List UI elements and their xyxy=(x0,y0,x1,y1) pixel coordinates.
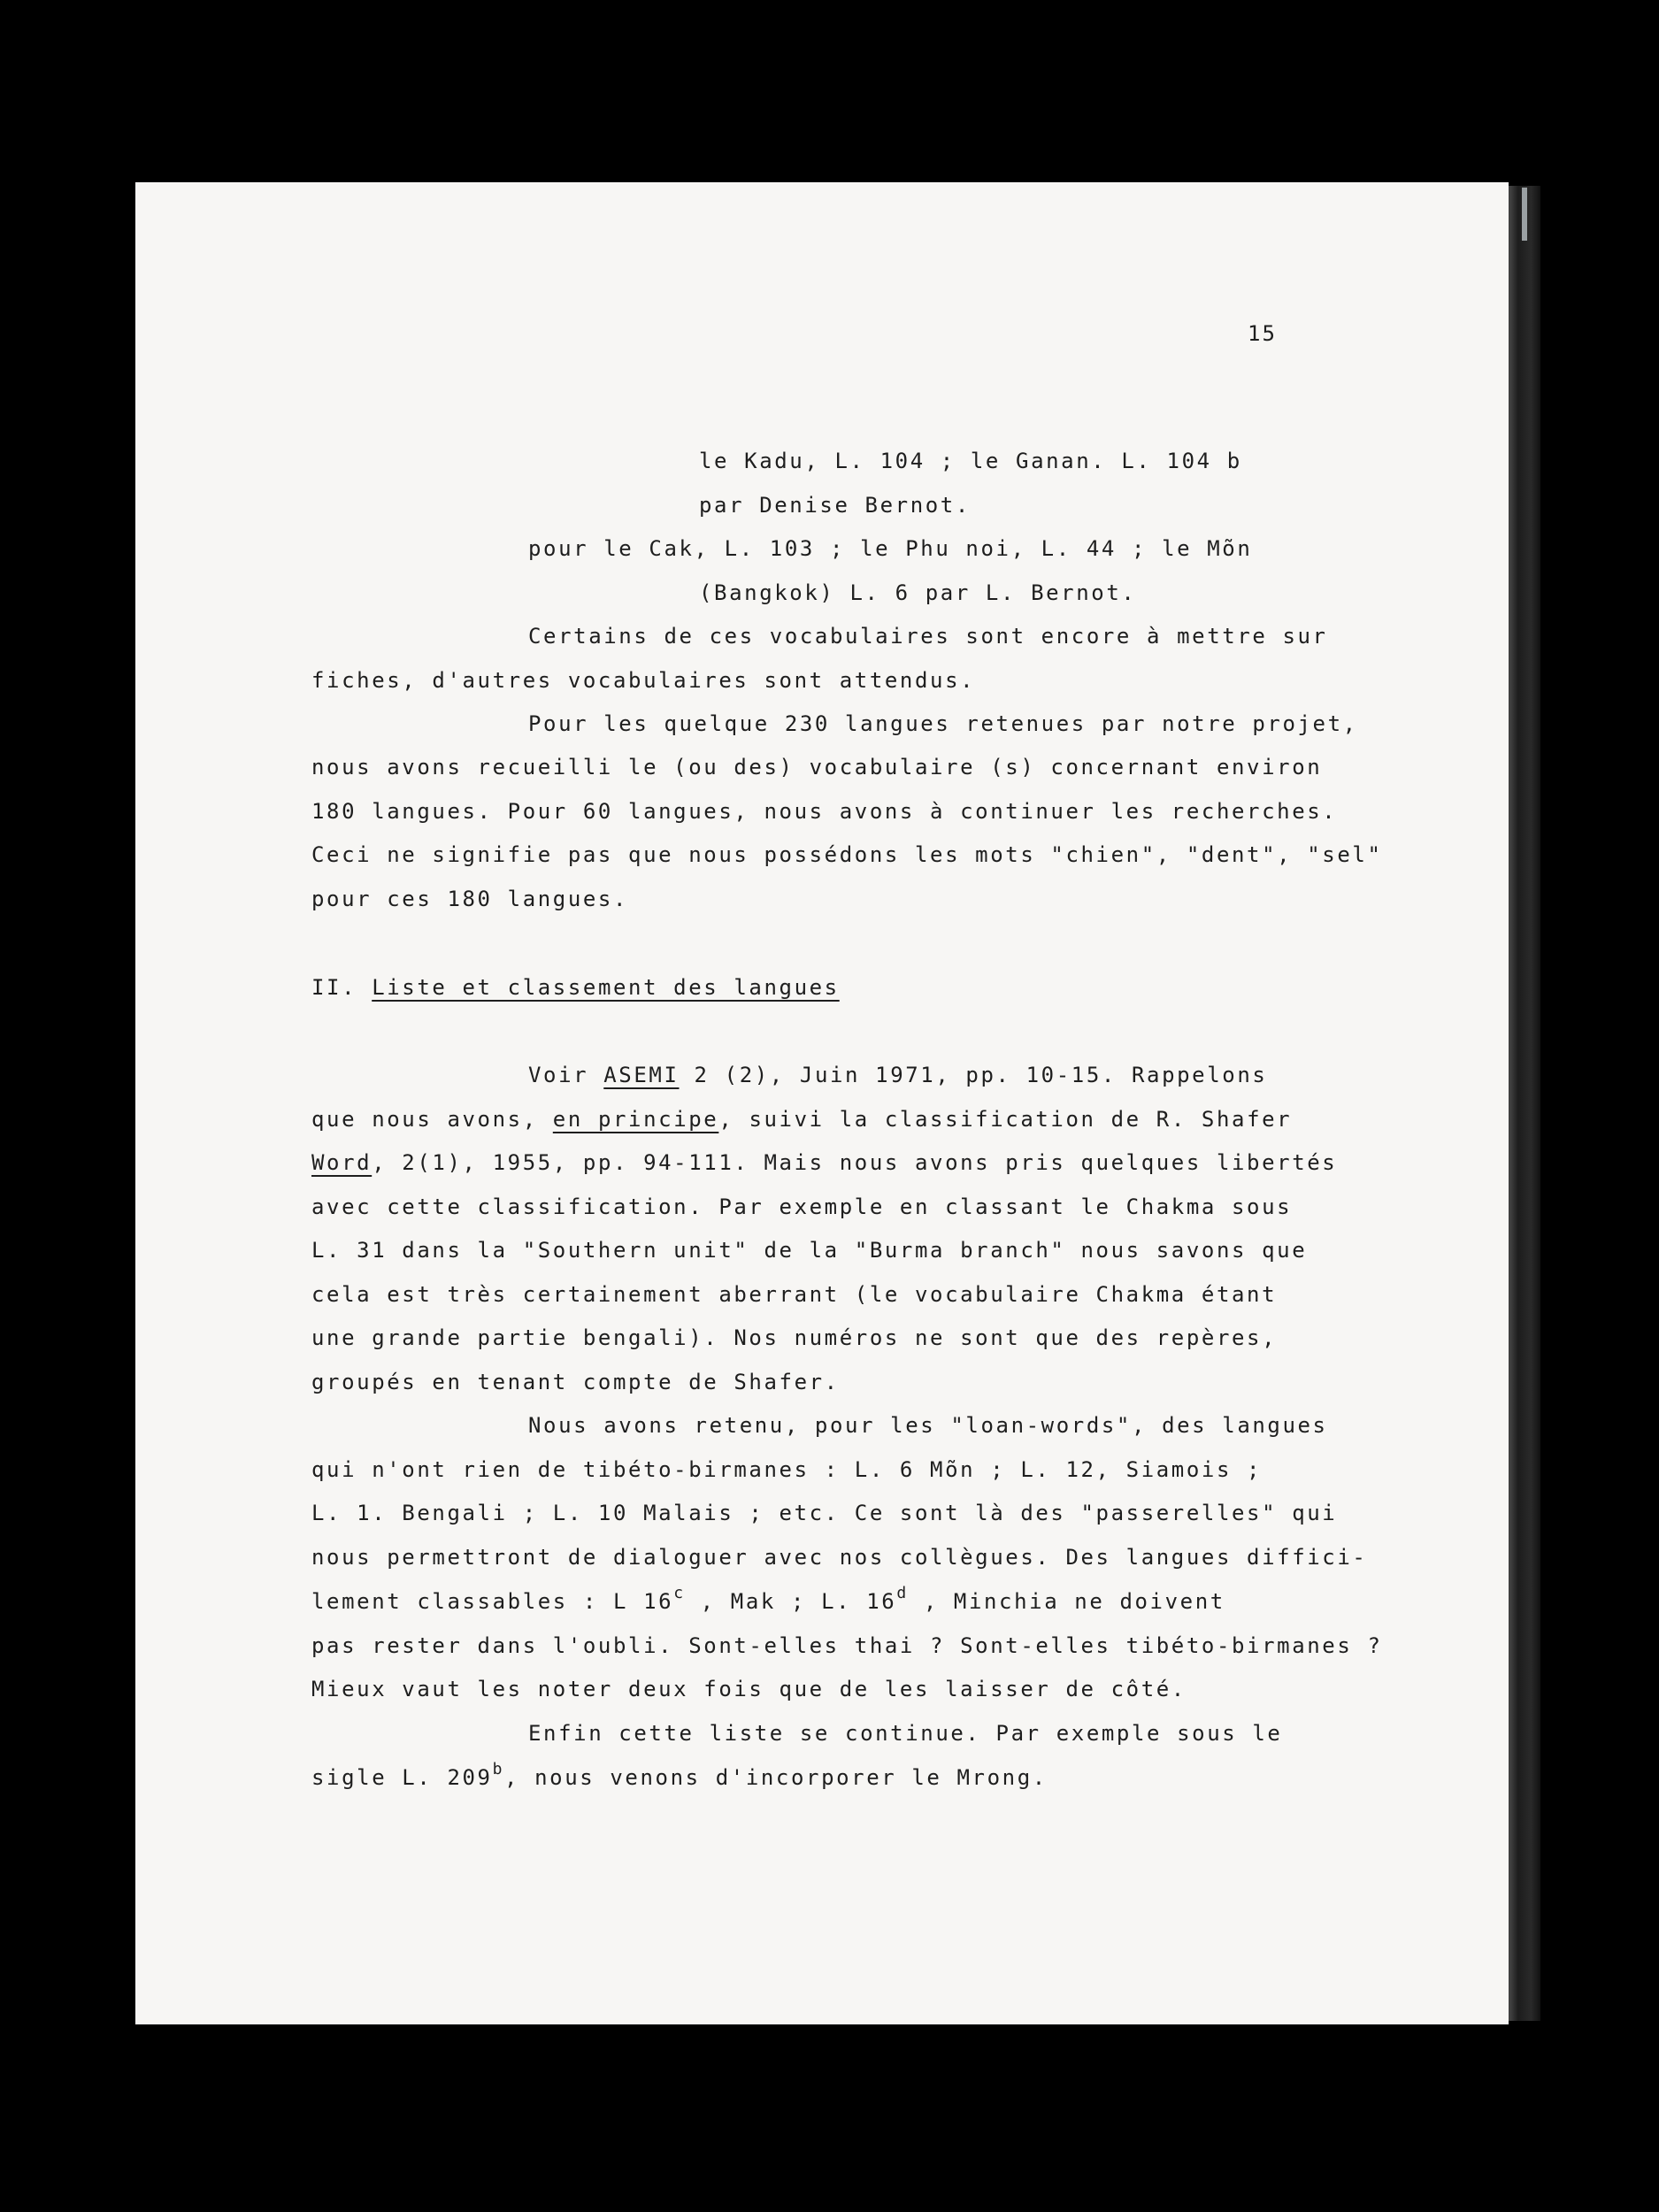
text-line: fiches, d'autres vocabulaires sont attendus. xyxy=(311,668,976,693)
text-segment: , nous venons d'incorporer le Mrong. xyxy=(504,1765,1048,1790)
text-segment: Voir xyxy=(528,1063,604,1087)
text-segment: que nous avons, xyxy=(311,1107,553,1132)
section-number: II. xyxy=(311,975,373,1000)
section-title: Liste et classement des langues xyxy=(372,975,840,1000)
text-line: par Denise Bernot. xyxy=(699,493,971,518)
text-segment: lement classables : L 16 xyxy=(311,1589,674,1614)
text-segment-underlined: Word xyxy=(311,1150,373,1175)
text-segment-underlined: en principe xyxy=(552,1107,719,1132)
text-line xyxy=(311,1106,1292,1133)
text-segment-underlined: ASEMI xyxy=(603,1063,680,1087)
text-segment: sigle L. 209 xyxy=(311,1765,493,1790)
text-line: L. 31 dans la "Southern unit" de la "Burma branch" nous savons que xyxy=(311,1238,1308,1263)
text-line: Mieux vaut les noter deux fois que de les laisser de côté. xyxy=(311,1677,1187,1701)
text-line: groupés en tenant compte de Shafer. xyxy=(311,1370,840,1394)
text-line: pour le Cak, L. 103 ; le Phu noi, L. 44 ; le Mõn xyxy=(528,536,1253,561)
section-heading xyxy=(311,974,840,1001)
text-line: Nous avons retenu, pour les "loan-words", des langues xyxy=(528,1413,1328,1438)
text-line xyxy=(311,1149,1337,1176)
text-line: (Bangkok) L. 6 par L. Bernot. xyxy=(699,580,1137,605)
text-line: le Kadu, L. 104 ; le Ganan. L. 104 b xyxy=(699,449,1242,473)
superscript: b xyxy=(492,1760,505,1778)
text-line: avec cette classification. Par exemple en classant le Chakma sous xyxy=(311,1194,1293,1219)
text-line: nous permettront de dialoguer avec nos collègues. Des langues diffici- xyxy=(311,1545,1368,1570)
text-segment: , suivi la classification de R. Shafer xyxy=(718,1107,1293,1132)
page-edge-stack xyxy=(1509,186,1540,2021)
superscript: c xyxy=(673,1584,686,1602)
text-line: Enfin cette liste se continue. Par exemple sous le xyxy=(528,1721,1283,1746)
text-line: L. 1. Bengali ; L. 10 Malais ; etc. Ce sont là des "passerelles" qui xyxy=(311,1501,1338,1525)
text-line xyxy=(528,1062,1267,1088)
text-line: Certains de ces vocabulaires sont encore à mettre sur xyxy=(528,624,1328,649)
text-segment: , Minchia ne doivent xyxy=(908,1589,1225,1614)
text-line: qui n'ont rien de tibéto-birmanes : L. 6 Mõn ; L. 12, Siamois ; xyxy=(311,1457,1263,1482)
text-line: 180 langues. Pour 60 langues, nous avons à continuer les recherches. xyxy=(311,799,1338,824)
text-line xyxy=(311,1760,1048,1791)
text-segment: 2 (2), Juin 1971, pp. 10-15. Rappelons xyxy=(679,1063,1268,1087)
text-line: une grande partie bengali). Nos numéros ne sont que des repères, xyxy=(311,1325,1278,1350)
text-line xyxy=(311,1584,1225,1615)
text-line: Pour les quelque 230 langues retenues par notre projet, xyxy=(528,711,1358,736)
page-edge-highlight xyxy=(1522,188,1527,241)
text-line: Ceci ne signifie pas que nous possédons les mots "chien", "dent", "sel" xyxy=(311,842,1383,867)
page-number: 15 xyxy=(1248,321,1277,346)
text-segment: , Mak ; L. 16 xyxy=(685,1589,897,1614)
text-line: nous avons recueilli le (ou des) vocabulaire (s) concernant environ xyxy=(311,755,1323,780)
text-segment: , 2(1), 1955, pp. 94-111. Mais nous avons pris quelques libertés xyxy=(372,1150,1338,1175)
text-line: cela est très certainement aberrant (le vocabulaire Chakma étant xyxy=(311,1282,1278,1307)
superscript: d xyxy=(896,1584,909,1602)
text-line: pas rester dans l'oubli. Sont-elles thai ? Sont-elles tibéto-birmanes ? xyxy=(311,1633,1383,1658)
text-line: pour ces 180 langues. xyxy=(311,887,629,911)
